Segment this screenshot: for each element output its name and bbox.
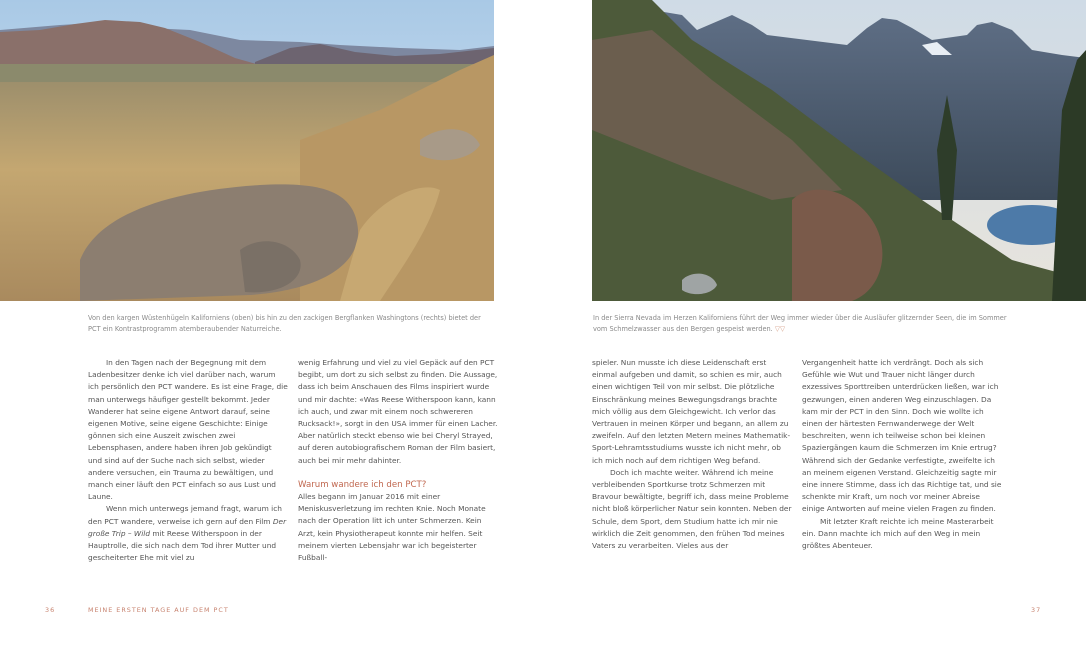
mountain-lake-image xyxy=(592,0,1086,301)
section-heading: Warum wandere ich den PCT? xyxy=(298,479,427,490)
desert-trail-photo xyxy=(0,0,494,301)
caption-text: In der Sierra Nevada im Herzen Kaliforniens führt der Weg immer wieder über die Ausläufer glitzernder Seen, die im Sommer vom Schmelzwasser aus den Bergen gespeist werden. xyxy=(593,314,1007,333)
paragraph xyxy=(88,503,288,564)
film-title: Der große Trip – Wild xyxy=(88,516,287,538)
desert-landscape-image xyxy=(0,0,494,301)
right-page xyxy=(543,0,1086,648)
text-column-2 xyxy=(298,357,498,564)
caption-marker-icon: ▽▽ xyxy=(774,325,786,333)
paragraph: In den Tagen nach der Begegnung mit dem Ladenbesitzer denke ich viel darüber nach, warum ich persönlich den PCT wandere. Es ist eine Frage, die man unterwegs häufiger gestellt bekommt. Jeder Wanderer hat seine eigene Antwort darauf, seine eigenen Motive, seine eigene Geschichte: Einige gönnen sich eine Auszeit zwischen zwei Lebensphasen, andere haben ihren Job gekündigt und sind auf der Suche nach sich selbst, wieder andere versuchen, ein Trauma zu bewältigen, und manch einer läuft den PCT einfach so aus Lust und Laune. xyxy=(88,358,288,502)
text-column-1 xyxy=(88,357,288,564)
text-column-4 xyxy=(802,357,1002,552)
paragraph-text: Wenn mich unterwegs jemand fragt, warum ich den PCT wandere, verweise ich gern auf den Film xyxy=(88,504,282,526)
photo-caption: Von den kargen Wüstenhügeln Kaliforniens (oben) bis hin zu den zackigen Bergflanken Washingtons (rechts) bietet der PCT ein Kontrastprogramm atemberaubender Naturreiche. xyxy=(88,314,481,333)
running-title: MEINE ERSTEN TAGE AUF DEM PCT xyxy=(88,606,229,614)
photo-caption xyxy=(593,313,1013,335)
paragraph: Vergangenheit hatte ich verdrängt. Doch als sich Gefühle wie Wut und Trauer nicht länger durch exzessives Sporttreiben unterdrücken ließen, war ich gezwungen, einen anderen Weg einzuschlagen. Da kam mir der PCT in den Sinn. Doch wie wollte ich einen der härtesten Fernwanderwege der Welt beschreiten, wenn ich teilweise schon bei kleinen Spaziergängen kaum die Schmerzen im Knie ertrug? Während sich der Gedanke verfestigte, zweifelte ich an meinem eigenen Verstand. Gleichzeitig sagte mir eine innere Stimme, dass ich das Richtige tat, und sie schenkte mir Kraft, um noch vor meiner Abreise einige Antworten auf meine vielen Fragen zu finden. xyxy=(802,358,1002,514)
page-number: 37 xyxy=(1031,606,1042,614)
page-number: 36 xyxy=(45,606,56,614)
paragraph: Mit letzter Kraft reichte ich meine Masterarbeit ein. Dann machte ich mich auf den Weg in mein größtes Abenteuer. xyxy=(802,516,994,551)
paragraph-text: mit Reese Witherspoon in der Hauptrolle, die sich nach dem Tod ihrer Mutter und gescheiterter Ehe mit viel zu xyxy=(88,528,277,563)
paragraph: spieler. Nun musste ich diese Leidenschaft erst einmal aufgeben und damit, so schien es mir, auch einen wichtigen Teil von mir selbst. Die plötzliche Einschränkung meines Bewegungsdrangs brachte mich völlig aus dem Gleichgewicht. Ich verlor das Vertrauen in meinen Körper und begann, an allem zu zweifeln. Auf den letzten Metern meines Mathematik-Sport-Lehramtsstudiums wusste ich nicht mehr, ob ich mich noch auf dem richtigen Weg befand. xyxy=(592,358,791,465)
paragraph: wenig Erfahrung und viel zu viel Gepäck auf den PCT begibt, um dort zu sich selbst zu finden. Die Aussage, dass ich beim Anschauen des Films inspiriert wurde und mir dachte: «Was Reese Witherspoon kann, kann ich auch, und zwar mit einem noch schwereren Rucksack!», sorgt in den USA immer für einen Lacher. Aber natürlich steckt ebenso wie bei Cheryl Strayed, auf deren autobiografischem Roman der Film basiert, auch bei mir mehr dahinter. xyxy=(298,358,498,465)
paragraph: Alles begann im Januar 2016 mit einer Meniskusverletzung im rechten Knie. Noch Monate nach der Operation litt ich unter Schmerzen. Kein Arzt, kein Physiotherapeut konnte mir helfen. Seit meinem vierten Lebensjahr war ich begeisterter Fußball- xyxy=(298,492,486,563)
sierra-nevada-photo xyxy=(592,0,1086,301)
paragraph: Doch ich machte weiter. Während ich meine verbleibenden Sportkurse trotz Schmerzen mit Bravour bewältigte, begriff ich, dass meine Probleme nicht bloß körperlicher Natur sein konnten. Neben der Schule, dem Sport, dem Studium hatte ich mir nie wirklich die Zeit genommen, den frühen Tod meines Vaters zu verarbeiten. Vieles aus der xyxy=(592,467,792,551)
text-column-3 xyxy=(592,357,792,552)
